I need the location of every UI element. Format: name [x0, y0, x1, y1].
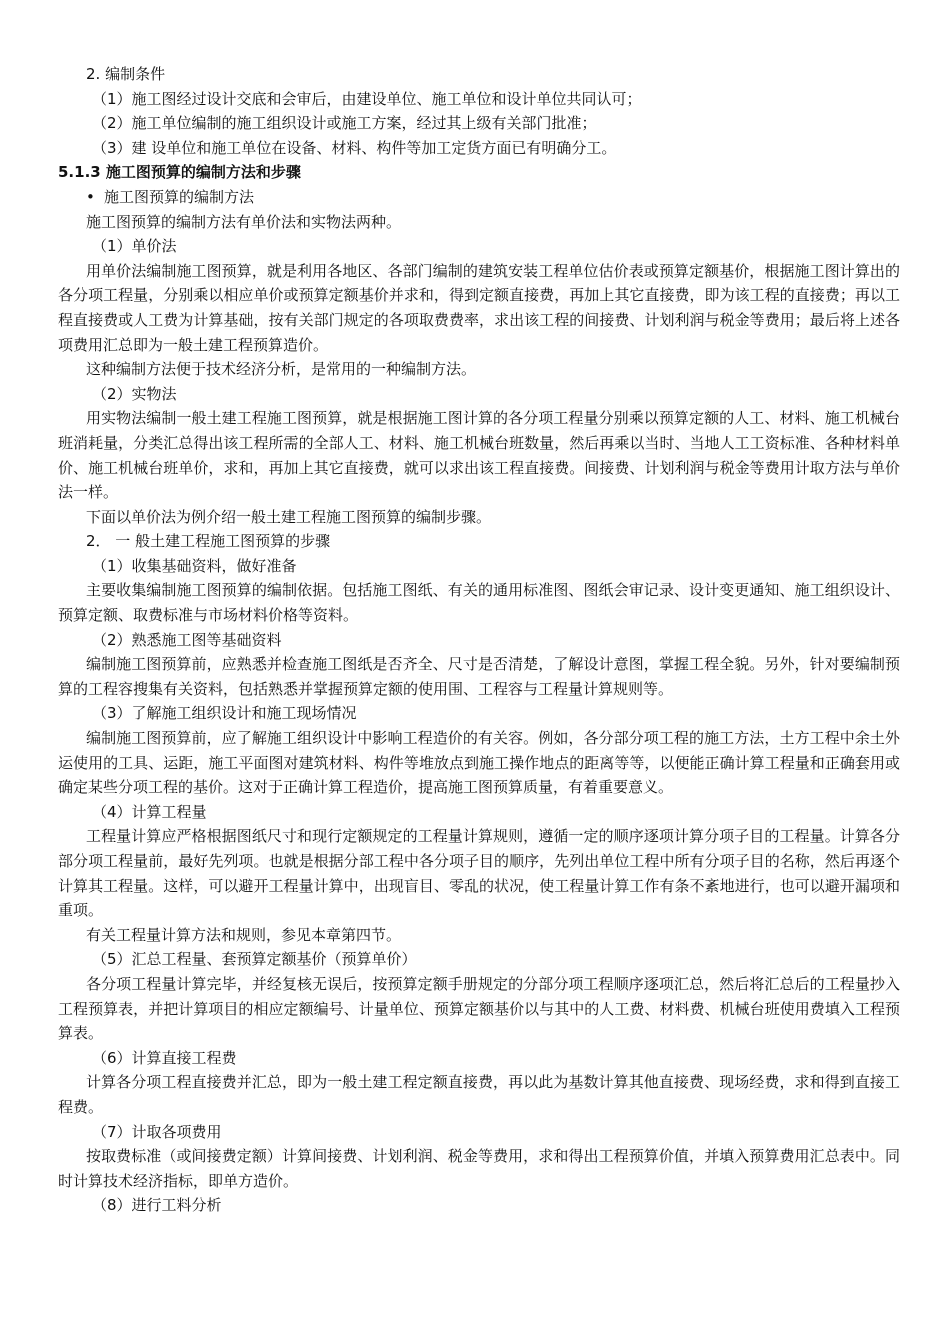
method-2-paragraph: 用实物法编制一般土建工程施工图预算，就是根据施工图计算的各分项工程量分别乘以预算定额的人工、材料、施工机械台班消耗量，分类汇总得出该工程所需的全部人工、材料、施工机械台班数量，然后再乘以当时、当地人工工资标准、各种材料单价、施工机械台班单价，求和，再加上其它直接费，就可以求出该工程直接费。间接费、计划利润与税金等费用计取方法与单价法一样。 — [58, 409, 900, 502]
bullet-dot-icon: • — [86, 187, 95, 206]
step-1-paragraph: 主要收集编制施工图预算的编制依据。包括施工图纸、有关的通用标准图、图纸会审记录、设计变更通知、施工组织设计、预算定额、取费标准与市场材料价格等资料。 — [58, 581, 900, 625]
bullet-text: 施工图预算的编制方法 — [104, 187, 255, 206]
condition-1: （1）施工图经过设计交底和会审后，由建设单位、施工单位和设计单位共同认可； — [92, 89, 642, 108]
steps-intro: 下面以单价法为例介绍一般土建工程施工图预算的编制步骤。 — [86, 507, 492, 526]
step-4-title: （4）计算工程量 — [92, 802, 207, 821]
step-8-title: （8）进行工料分析 — [92, 1196, 222, 1215]
section-heading: 5.1.3 施工图预算的编制方法和步骤 — [58, 163, 301, 182]
step-3-paragraph: 编制施工图预算前，应了解施工组织设计中影响工程造价的有关容。例如，各分部分项工程的施工方法，土方工程中余土外运使用的工具、运距，施工平面图对建筑材料、构件等堆放点到施工操作地点的距离等等，以便能正确计算工程量和正确套用或确定某些分项工程的基价。这对于正确计算工程造价，提高施工图预算质量，有着重要意义。 — [58, 729, 900, 797]
document-page — [58, 62, 900, 1218]
bullet-item — [58, 185, 900, 210]
steps-section-title: 2． 一 般土建工程施工图预算的步骤 — [86, 532, 331, 551]
method-1-note: 这种编制方法便于技术经济分析，是常用的一种编制方法。 — [86, 360, 477, 379]
step-5-title: （5）汇总工程量、套预算定额基价（预算单价） — [92, 950, 417, 969]
step-7-paragraph: 按取费标准（或间接费定额）计算间接费、计划利润、税金等费用，求和得出工程预算价值，并填入预算费用汇总表中。同时计算技术经济指标，即单方造价。 — [58, 1147, 900, 1190]
step-6-paragraph: 计算各分项工程直接费并汇总，即为一般土建工程定额直接费，再以此为基数计算其他直接费、现场经费，求和得到直接工程费。 — [58, 1073, 900, 1116]
method-1-paragraph: 用单价法编制施工图预算，就是利用各地区、各部门编制的建筑安装工程单位估价表或预算定额基价，根据施工图计算出的各分项工程量，分别乘以相应单价或预算定额基价并求和，得到定额直接费，再加上其它直接费，即为该工程的直接费；再以工程直接费或人工费为计算基础，按有关部门规定的各项取费费率，求出该工程的间接费、计划利润与税金等费用；最后将上述各项费用汇总即为一般土建工程预算造价。 — [58, 261, 900, 354]
methods-intro: 施工图预算的编制方法有单价法和实物法两种。 — [86, 212, 402, 231]
step-7-title: （7）计取各项费用 — [92, 1122, 222, 1141]
step-6-title: （6）计算直接工程费 — [92, 1048, 237, 1067]
method-2-title: （2）实物法 — [92, 384, 177, 403]
method-1-title: （1）单价法 — [92, 237, 177, 256]
step-2-paragraph: 编制施工图预算前，应熟悉并检查施工图纸是否齐全、尺寸是否清楚，了解设计意图，掌握工程全貌。另外，针对要编制预算的工程容搜集有关资料，包括熟悉并掌握预算定额的使用围、工程容与工程量计算规则等。 — [58, 655, 900, 698]
condition-2: （2）施工单位编制的施工组织设计或施工方案，经过其上级有关部门批准； — [92, 114, 597, 133]
step-3-title: （3）了解施工组织设计和施工现场情况 — [92, 704, 357, 723]
condition-3: （3）建 设单位和施工单位在设备、材料、构件等加工定货方面已有明确分工。 — [92, 138, 617, 157]
step-2-title: （2）熟悉施工图等基础资料 — [92, 630, 282, 649]
section-2-title: 2. 编制条件 — [86, 65, 166, 83]
step-5-paragraph: 各分项工程量计算完毕，并经复核无误后，按预算定额手册规定的分部分项工程顺序逐项汇总，然后将汇总后的工程量抄入工程预算表，并把计算项目的相应定额编号、计量单位、预算定额基价以与其中的人工费、材料费、机械台班使用费填入工程预算表。 — [58, 974, 900, 1043]
step-1-title: （1）收集基础资料，做好准备 — [92, 556, 297, 575]
step-4-paragraph: 工程量计算应严格根据图纸尺寸和现行定额规定的工程量计算规则，遵循一定的顺序逐项计算分项子目的工程量。计算各分部分项工程量前，最好先列项。也就是根据分部工程中各分项子目的顺序，先列出单位工程中所有分项子目的名称，然后再逐个计算其工程量。这样，可以避开工程量计算中，出现盲目、零乱的状况，使工程量计算工作有条不紊地进行，也可以避开漏项和重项。 — [58, 827, 900, 920]
step-4-note: 有关工程量计算方法和规则，参见本章第四节。 — [86, 925, 402, 944]
